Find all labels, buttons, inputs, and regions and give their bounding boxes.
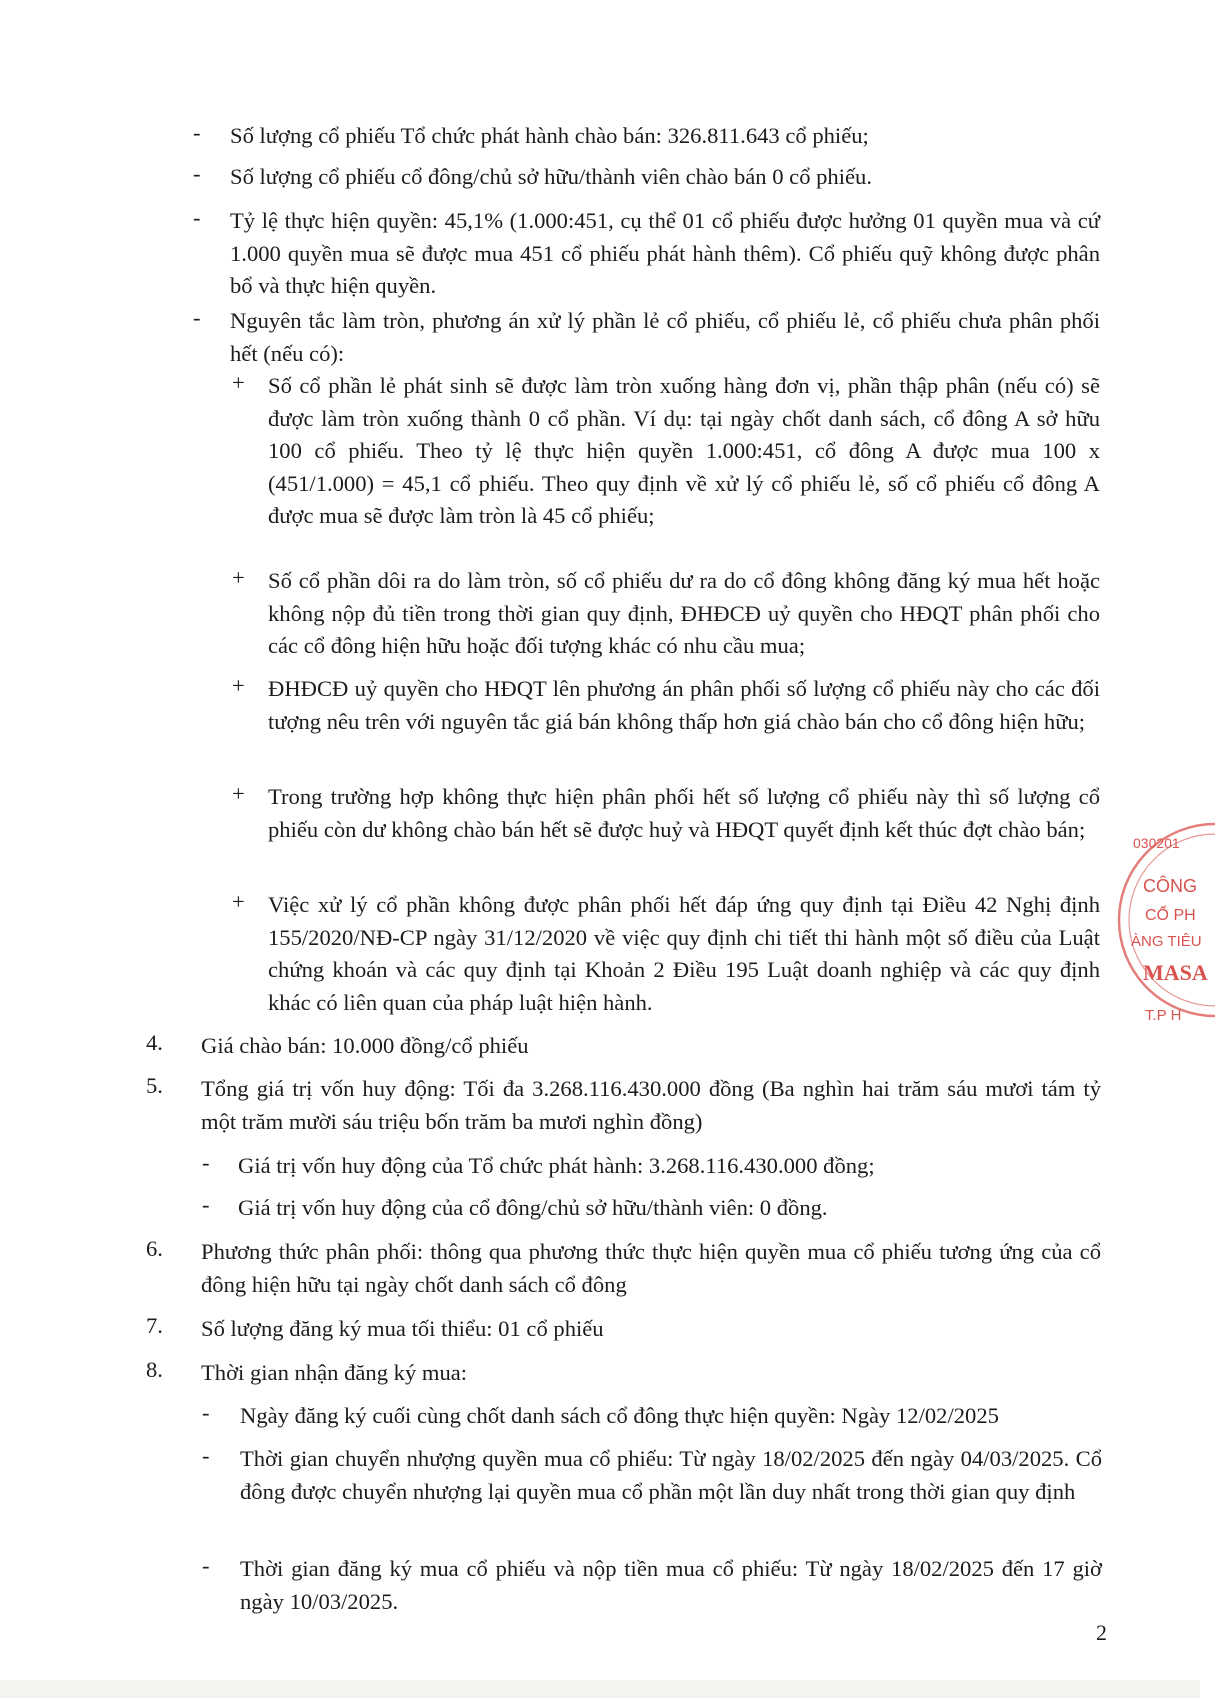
plus-item-surplus: Số cổ phần dôi ra do làm tròn, số cổ phiếu dư ra do cổ đông không đăng ký mua hết hoặc không nộp đủ tiền trong thời gian quy định, ĐHĐCĐ uỷ quyền cho HĐQT phân phối cho các cổ đông hiện hữu hoặc đối tượng khác có nhu cầu mua; [268,568,1100,658]
seal-line-2: CỔ PH [1145,907,1196,924]
plus-marker: + [232,889,245,914]
payment-period-item: Thời gian đăng ký mua cổ phiếu và nộp tiền mua cổ phiếu: Từ ngày 18/02/2025 đến 17 giờ ngày 10/03/2025. [240,1556,1102,1614]
plus-item-authorization: ĐHĐCĐ uỷ quyền cho HĐQT lên phương án phân phối số lượng cổ phiếu này cho các đối tượng nêu trên với nguyên tắc giá bán không thấp hơn giá chào bán cho cổ đông hiện hữu; [268,676,1100,734]
dash-marker: - [193,120,201,145]
offer-quantity-item: Số lượng cổ phiếu Tổ chức phát hành chào bán: 326.811.643 cổ phiếu; [230,123,869,148]
shareholder-capital-item: Giá trị vốn huy động của cổ đông/chủ sở hữu/thành viên: 0 đồng. [238,1195,828,1220]
minimum-subscription-item: Số lượng đăng ký mua tối thiểu: 01 cổ phiếu [201,1316,604,1341]
total-capital-item: Tổng giá trị vốn huy động: Tối đa 3.268.116.430.000 đồng (Ba nghìn hai trăm sáu mươi tám tỷ một trăm mười sáu triệu bốn trăm ba mươi nghìn đồng) [201,1076,1101,1134]
seal-line-3: ÀNG TIÊU [1131,933,1202,950]
rounding-principle-item: Nguyên tắc làm tròn, phương án xử lý phần lẻ cổ phiếu, cổ phiếu lẻ, cổ phiếu chưa phân phối hết (nếu có): [230,308,1100,366]
dash-marker: - [202,1150,210,1175]
dash-marker: - [202,1553,210,1578]
plus-item-rounding: Số cổ phần lẻ phát sinh sẽ được làm tròn xuống hàng đơn vị, phần thập phân (nếu có) sẽ được làm tròn xuống thành 0 cổ phần. Ví dụ: tại ngày chốt danh sách, cổ đông A sở hữu 100 cổ phiếu. Theo tỷ lệ thực hiện quyền 1.000:451, cổ đông A được mua 100 x (451/1.000) = 45,1 cổ phiếu. Theo quy định về xử lý cổ phiếu lẻ, số cổ phiếu cổ đông A được mua sẽ được làm tròn là 45 cổ phiếu; [268,373,1100,528]
distribution-method-item: Phương thức phân phối: thông qua phương thức thực hiện quyền mua cổ phiếu tương ứng của cổ đông hiện hữu tại ngày chốt danh sách cổ đông [201,1239,1101,1297]
plus-marker: + [232,781,245,806]
seal-line-4: MASA [1143,960,1208,985]
exercise-ratio-item: Tỷ lệ thực hiện quyền: 45,1% (1.000:451, cụ thể 01 cổ phiếu được hưởng 01 quyền mua và cứ 1.000 quyền mua sẽ được mua 451 cổ phiếu phát hành thêm). Cổ phiếu quỹ không được phân bổ và thực hiện quyền. [230,208,1100,298]
page-number: 2 [1096,1620,1107,1645]
dash-marker: - [202,1400,210,1425]
item-number: 5. [146,1073,163,1098]
item-number: 6. [146,1236,163,1261]
plus-marker: + [232,565,245,590]
issuer-capital-item: Giá trị vốn huy động của Tổ chức phát hành: 3.268.116.430.000 đồng; [238,1153,875,1178]
item-number: 8. [146,1357,163,1382]
offer-price-item: Giá chào bán: 10.000 đồng/cổ phiếu [201,1033,529,1058]
plus-marker: + [232,673,245,698]
shareholder-offer-item: Số lượng cổ phiếu cổ đông/chủ sở hữu/thành viên chào bán 0 cổ phiếu. [230,164,872,189]
plus-marker: + [232,370,245,395]
company-seal [1115,820,1215,1030]
dash-marker: - [193,305,201,330]
scan-edge [0,1680,1200,1698]
record-date-item: Ngày đăng ký cuối cùng chốt danh sách cổ đông thực hiện quyền: Ngày 12/02/2025 [240,1403,999,1428]
dash-marker: - [202,1192,210,1217]
transfer-period-item: Thời gian chuyển nhượng quyền mua cổ phiếu: Từ ngày 18/02/2025 đến ngày 04/03/2025. Cổ đông được chuyển nhượng lại quyền mua cổ phần một lần duy nhất trong thời gian quy định [240,1446,1102,1504]
seal-number: 030201 [1133,835,1180,851]
dash-marker: - [202,1443,210,1468]
plus-item-regulation: Việc xử lý cổ phần không được phân phối hết đáp ứng quy định tại Điều 42 Nghị định 155/2020/NĐ-CP ngày 31/12/2020 về việc quy định chi tiết thi hành một số điều của Luật chứng khoán và các quy định tại Khoản 2 Điều 195 Luật doanh nghiệp và các quy định khác có liên quan của pháp luật hiện hành. [268,892,1100,1015]
plus-item-cancellation: Trong trường hợp không thực hiện phân phối hết số lượng cổ phiếu này thì số lượng cổ phiếu còn dư không chào bán hết sẽ được huỷ và HĐQT quyết định kết thúc đợt chào bán; [268,784,1100,842]
seal-line-1: CÔNG [1143,876,1197,896]
item-number: 4. [146,1030,163,1055]
seal-line-5: T.P H [1145,1007,1182,1024]
dash-marker: - [193,205,201,230]
item-number: 7. [146,1313,163,1338]
registration-period-item: Thời gian nhận đăng ký mua: [201,1360,468,1385]
dash-marker: - [193,161,201,186]
